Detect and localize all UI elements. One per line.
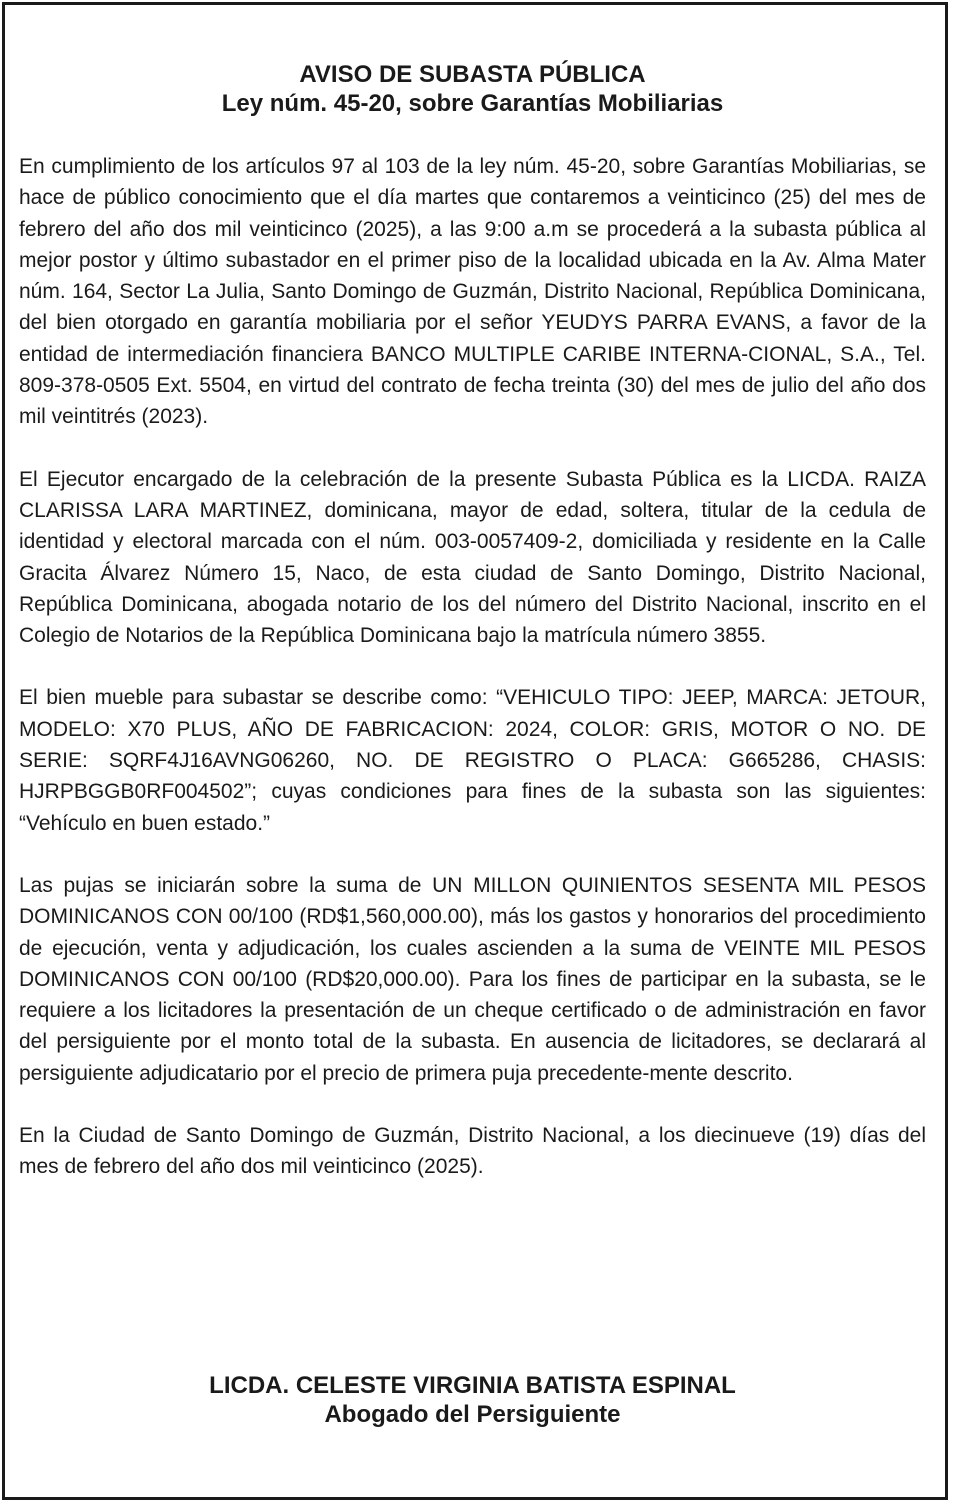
signature-name: LICDA. CELESTE VIRGINIA BATISTA ESPINAL xyxy=(209,1372,736,1399)
signature-role: Abogado del Persiguiente xyxy=(324,1401,621,1428)
paragraph-auction-announcement: En cumplimiento de los artículos 97 al 103 de la ley núm. 45-20, sobre Garantías Mobiliarias, se hace de público conocimiento que el día martes que contaremos a veinticinco (25) del mes de febrero del año dos mil veinticinco (2025), a las 9:00 a.m se procederá a la subasta pública al mejor postor y último subastador en el primer piso de la localidad ubicada en la Av. Alma Mater núm. 164, Sector La Julia, Santo Domingo de Guzmán, Distrito Nacional, República Dominicana, del bien otorgado en garantía mobiliaria por el señor YEUDYS PARRA EVANS, a favor de la entidad de intermediación financiera BANCO MULTIPLE CARIBE INTERNA-CIONAL, S.A., Tel. 809-378-0505 Ext. 5504, en virtud del contrato de fecha treinta (30) del mes de julio del año dos mil veintitrés (2023). xyxy=(19,155,926,429)
notice-body xyxy=(19,60,926,1183)
signature-block xyxy=(19,1371,926,1429)
paragraph-executor: El Ejecutor encargado de la celebración de la presente Subasta Pública es la LICDA. RAIZA CLARISSA LARA MARTINEZ, dominicana, mayor de edad, soltera, titular de la cedula de identidad y electoral marcada con el núm. 003-0057409-2, domiciliada y residente en la Calle Gracita Álvarez Número 15, Naco, de esta ciudad de Santo Domingo, Distrito Nacional, República Dominicana, abogada notario de los del número del Distrito Nacional, inscrito en el Colegio de Notarios de la República Dominicana bajo la matrícula número 3855. xyxy=(19,467,926,648)
notice-subtitle: Ley núm. 45-20, sobre Garantías Mobiliarias xyxy=(221,90,724,117)
paragraph-vehicle-description: El bien mueble para subastar se describe como: “VEHICULO TIPO: JEEP, MARCA: JETOUR, MODELO: X70 PLUS, AÑO DE FABRICACION: 2024, COLOR: GRIS, MOTOR O NO. DE SERIE: SQRF4J16AVNG06260, NO. DE REGISTRO O PLACA: G665286, CHASIS: HJRPBGGB0RF004502”; cuyas condiciones para fines de la subasta son las siguientes: “Vehículo en buen estado.” xyxy=(19,686,926,835)
paragraph-bidding-terms: Las pujas se iniciarán sobre la suma de UN MILLON QUINIENTOS SESENTA MIL PESOS DOMINICANOS CON 00/100 (RD$1,560,000.00), más los gastos y honorarios del procedimiento de ejecución, venta y adjudicación, los cuales ascienden a la suma de VEINTE MIL PESOS DOMINICANOS CON 00/100 (RD$20,000.00). Para los fines de participar en la subasta, se le requiere a los licitadores la presentación de un cheque certificado o de administración en favor del persiguiente por el monto total de la subasta. En ausencia de licitadores, se declarará al persiguiente adjudicatario por el precio de primera puja precedente-mente descrito. xyxy=(19,873,926,1085)
paragraph-place-date: En la Ciudad de Santo Domingo de Guzmán, Distrito Nacional, a los diecinueve (19) días del mes de febrero del año dos mil veinticinco (2025). xyxy=(19,1124,926,1179)
notice-title: AVISO DE SUBASTA PÚBLICA xyxy=(299,61,646,88)
